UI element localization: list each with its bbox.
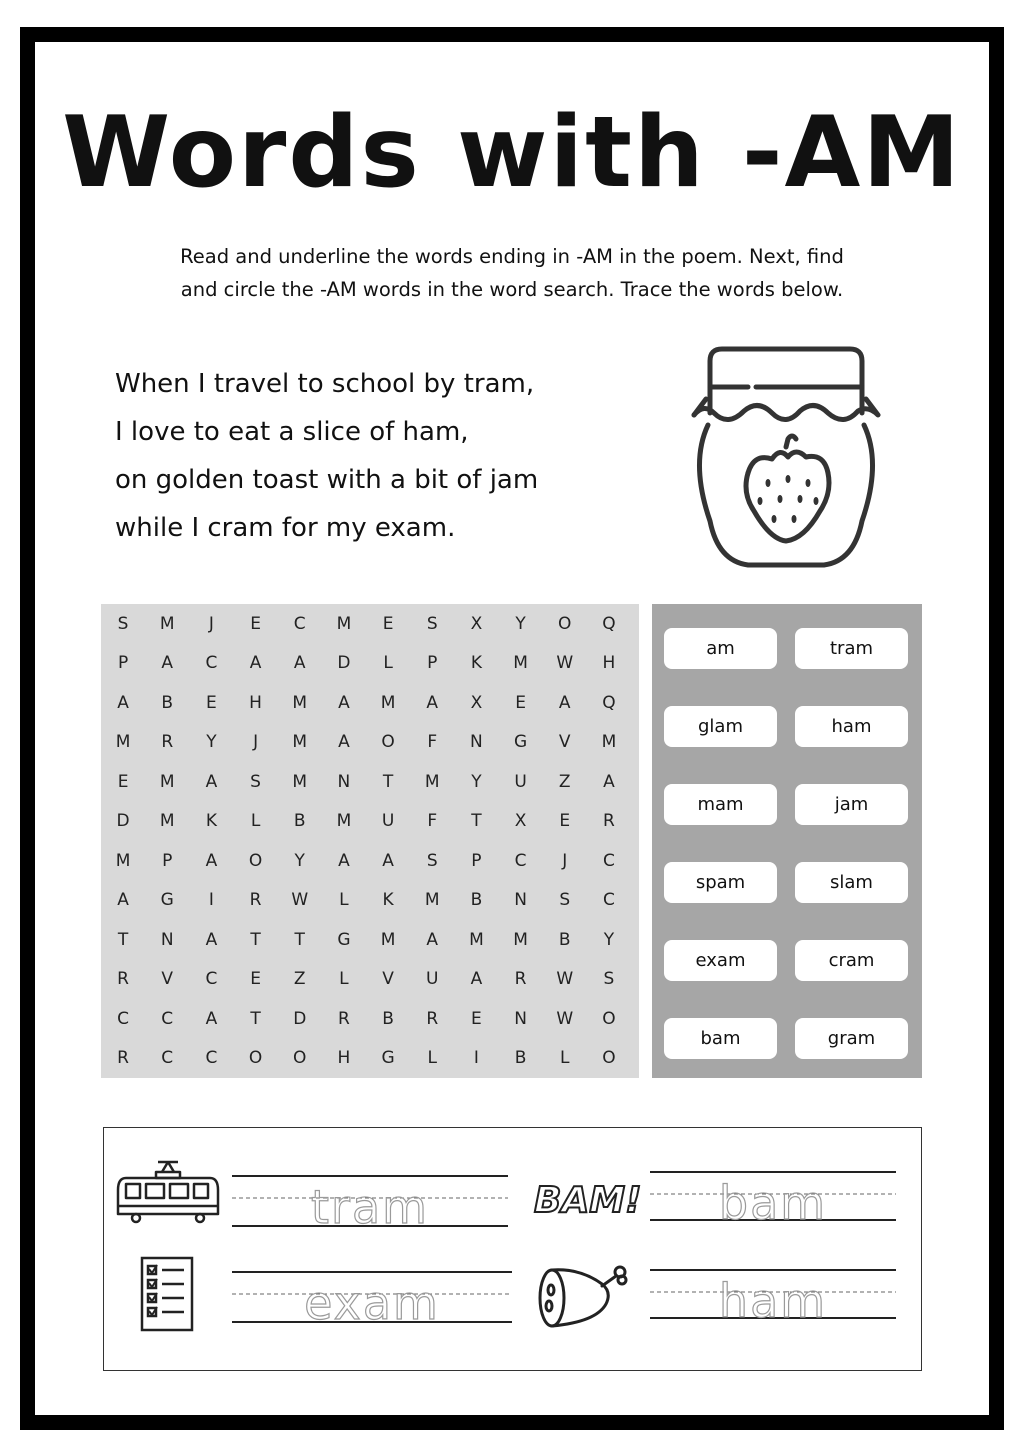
word-search-letter[interactable]: I <box>208 890 214 911</box>
word-search-letter[interactable]: X <box>514 811 527 832</box>
word-search-letter[interactable]: P <box>471 850 482 871</box>
word-bank <box>652 604 922 1078</box>
word-search-letter[interactable]: A <box>426 692 439 713</box>
word-search-letter[interactable]: O <box>602 1008 616 1029</box>
word-search-letter[interactable]: M <box>380 929 396 950</box>
word-search-letter[interactable]: Y <box>206 732 217 753</box>
poem-line: I love to eat a slice of ham, <box>115 417 469 447</box>
word-search-letter[interactable]: Z <box>293 969 306 990</box>
word-search-letter[interactable]: M <box>115 732 131 753</box>
bam-burst-icon <box>530 1174 642 1224</box>
word-search-letter[interactable]: M <box>380 692 396 713</box>
word-search-letter[interactable]: T <box>250 929 261 950</box>
tram-icon <box>116 1160 220 1226</box>
word-search-letter[interactable]: H <box>249 692 262 713</box>
word-search-letter[interactable]: B <box>293 811 306 832</box>
word-search-letter[interactable]: A <box>205 771 218 792</box>
jam-jar-icon <box>688 343 884 573</box>
word-search-letter[interactable]: C <box>161 1008 174 1029</box>
word-search-letter[interactable]: R <box>426 1008 439 1029</box>
word-search-letter[interactable]: O <box>248 850 263 871</box>
word-search-letter[interactable]: A <box>117 890 129 911</box>
word-search-letter[interactable]: N <box>514 890 527 911</box>
word-bank-chip: jam <box>795 784 908 825</box>
word-search-letter[interactable]: A <box>161 653 174 674</box>
instructions-line-1: Read and underline the words ending in -AM in the poem. Next, find <box>180 245 844 268</box>
word-search-letter[interactable]: H <box>602 653 616 674</box>
trace-word-bam: bam <box>718 1176 828 1230</box>
word-search-letter[interactable]: A <box>205 1008 218 1029</box>
word-search-letter[interactable]: A <box>205 929 218 950</box>
word-search-letter[interactable]: R <box>514 969 527 990</box>
word-search-letter[interactable]: W <box>556 653 574 674</box>
word-search-letter[interactable]: O <box>381 732 395 753</box>
word-search-letter[interactable]: V <box>161 969 174 990</box>
word-search-letter[interactable]: M <box>513 653 528 674</box>
word-search-letter[interactable]: T <box>471 811 482 832</box>
word-search-letter[interactable]: Y <box>294 850 305 871</box>
word-search-letter[interactable]: A <box>338 850 350 871</box>
word-search-letter[interactable]: D <box>293 1008 307 1029</box>
ham-icon <box>536 1264 630 1330</box>
word-search-letter[interactable]: E <box>471 1008 482 1029</box>
word-search-letter[interactable]: S <box>603 969 615 990</box>
word-search-letter[interactable]: B <box>514 1048 527 1069</box>
trace-word-tram: tram <box>311 1180 429 1234</box>
word-search-letter[interactable]: U <box>426 969 439 990</box>
word-search-letter[interactable]: X <box>470 692 483 713</box>
poem <box>115 362 538 554</box>
poem-line: When I travel to school by tram, <box>115 369 535 399</box>
word-search-letter[interactable]: U <box>514 771 527 792</box>
word-search-letter[interactable]: P <box>162 850 173 871</box>
word-bank-chip: cram <box>795 940 908 981</box>
poem-line: while I cram for my exam. <box>115 513 456 543</box>
word-search-letter[interactable]: A <box>558 692 571 713</box>
word-search-letter[interactable]: T <box>117 929 129 950</box>
trace-word-ham: ham <box>718 1274 828 1328</box>
word-search-letter[interactable]: C <box>205 653 218 674</box>
word-search-letter[interactable]: R <box>117 1048 129 1069</box>
word-search-letter[interactable]: C <box>161 1048 174 1069</box>
word-search-letter[interactable]: C <box>117 1008 130 1029</box>
word-search-letter[interactable]: E <box>382 613 394 634</box>
word-bank-chip: glam <box>664 706 777 747</box>
word-search-letter[interactable]: M <box>292 732 308 753</box>
word-search-letter[interactable]: M <box>115 850 131 871</box>
word-search-letter[interactable]: G <box>160 890 174 911</box>
word-search-letter[interactable]: G <box>337 929 351 950</box>
word-search-letter[interactable]: G <box>381 1048 395 1069</box>
word-search-letter[interactable]: T <box>294 929 305 950</box>
word-bank-chip: ham <box>795 706 908 747</box>
word-search-letter[interactable]: O <box>293 1048 307 1069</box>
word-search-letter[interactable]: K <box>382 890 394 911</box>
page-title: Words with -AM <box>62 96 962 210</box>
word-bank-chip: slam <box>795 862 908 903</box>
word-bank-chip: exam <box>664 940 777 981</box>
word-bank-chip: spam <box>664 862 777 903</box>
word-search-letter[interactable]: A <box>249 653 262 674</box>
word-search-letter[interactable]: M <box>159 613 175 634</box>
word-search-letter[interactable]: M <box>424 890 440 911</box>
tracing-section <box>103 1127 922 1371</box>
word-bank-chip: mam <box>664 784 777 825</box>
word-search-letter[interactable]: E <box>515 692 526 713</box>
word-search-letter[interactable]: W <box>556 969 574 990</box>
word-search-letter[interactable]: C <box>602 890 615 911</box>
word-search-letter[interactable]: M <box>469 929 484 950</box>
word-search-letter[interactable]: J <box>253 732 259 753</box>
word-search-letter[interactable]: Y <box>603 929 615 950</box>
word-search-letter[interactable]: W <box>291 890 309 911</box>
word-search-letter[interactable]: M <box>513 929 528 950</box>
word-search-letter[interactable]: R <box>117 969 129 990</box>
word-search-letter[interactable]: P <box>427 653 438 674</box>
word-search-letter[interactable]: L <box>339 969 349 990</box>
word-search-letter[interactable]: X <box>470 613 483 634</box>
word-search-letter[interactable]: C <box>514 850 527 871</box>
word-search-letter[interactable]: K <box>205 811 217 832</box>
word-search-letter[interactable]: N <box>160 929 174 950</box>
word-search-letter[interactable]: L <box>250 811 261 832</box>
word-search-letter[interactable]: R <box>249 890 262 911</box>
word-search-letter[interactable]: M <box>292 692 308 713</box>
word-search-letter[interactable]: L <box>560 1048 570 1069</box>
word-search-letter[interactable]: Y <box>471 771 482 792</box>
word-search-letter[interactable]: T <box>382 771 394 792</box>
word-search-letter[interactable]: D <box>337 653 351 674</box>
word-search-grid[interactable] <box>101 604 639 1078</box>
word-search-letter[interactable]: M <box>336 613 352 634</box>
word-search-letter[interactable]: M <box>601 732 617 753</box>
word-search-letter[interactable]: M <box>159 771 175 792</box>
word-search-letter[interactable]: B <box>382 1008 394 1029</box>
word-search-letter[interactable]: O <box>558 613 572 634</box>
word-search-letter[interactable]: H <box>337 1048 351 1069</box>
word-search-letter[interactable]: L <box>427 1048 437 1069</box>
word-search-letter[interactable]: S <box>426 613 438 634</box>
word-search-letter[interactable]: M <box>159 811 175 832</box>
word-search-letter[interactable]: I <box>473 1048 479 1069</box>
word-search-letter[interactable]: Z <box>558 771 571 792</box>
word-search-letter[interactable]: T <box>250 1008 261 1029</box>
word-search-letter[interactable]: B <box>558 929 571 950</box>
word-search-letter[interactable]: E <box>559 811 571 832</box>
word-search-letter[interactable]: A <box>338 692 350 713</box>
word-search-letter[interactable]: U <box>381 811 395 832</box>
word-search-letter[interactable]: N <box>470 732 483 753</box>
word-search-letter[interactable]: F <box>427 732 438 753</box>
word-search-letter[interactable]: N <box>337 771 351 792</box>
word-search-letter[interactable]: C <box>205 969 218 990</box>
word-search-letter[interactable]: C <box>205 1048 218 1069</box>
word-search-letter[interactable]: R <box>161 732 174 753</box>
word-search-letter[interactable]: A <box>293 653 306 674</box>
word-search-letter[interactable]: M <box>336 811 352 832</box>
word-bank-chip: tram <box>795 628 908 669</box>
word-search-letter[interactable]: P <box>117 653 129 674</box>
word-search-letter[interactable]: A <box>338 732 350 753</box>
word-search-letter[interactable]: N <box>514 1008 527 1029</box>
word-search-letter[interactable]: J <box>208 613 214 634</box>
word-search-letter[interactable]: Y <box>515 613 526 634</box>
word-search-letter[interactable]: R <box>603 811 615 832</box>
instructions-line-2: and circle the -AM words in the word search. Trace the words below. <box>180 278 844 301</box>
word-search-letter[interactable]: C <box>293 613 306 634</box>
word-search-letter[interactable]: S <box>117 613 129 634</box>
word-search-letter[interactable]: O <box>602 1048 616 1069</box>
word-search-letter[interactable]: F <box>427 811 438 832</box>
word-search-letter[interactable]: A <box>117 692 129 713</box>
word-search-letter[interactable]: R <box>338 1008 350 1029</box>
bam-logo-text: BAM! <box>534 1180 642 1221</box>
trace-word-exam: exam <box>304 1276 440 1330</box>
word-search-letter[interactable]: K <box>470 653 482 674</box>
word-search-letter[interactable]: S <box>426 850 438 871</box>
word-search-letter[interactable]: Q <box>602 692 616 713</box>
word-search-letter[interactable]: E <box>250 969 261 990</box>
word-search-letter[interactable]: L <box>383 653 393 674</box>
word-search-letter[interactable]: V <box>558 732 571 753</box>
word-search-letter[interactable]: G <box>513 732 528 753</box>
word-search-letter[interactable]: A <box>470 969 483 990</box>
word-search-letter[interactable]: Q <box>602 613 616 634</box>
instructions <box>100 240 924 306</box>
word-search-letter[interactable]: A <box>382 850 394 871</box>
word-search-letter[interactable]: B <box>470 890 483 911</box>
checklist-icon <box>140 1256 196 1334</box>
word-search-letter[interactable]: C <box>602 850 615 871</box>
word-search-letter[interactable]: J <box>562 850 568 871</box>
word-search-letter[interactable]: M <box>424 771 440 792</box>
word-search-letter[interactable]: A <box>205 850 218 871</box>
word-bank-chip: bam <box>664 1018 777 1059</box>
word-search-letter[interactable]: D <box>116 811 130 832</box>
word-bank-chip: am <box>664 628 777 669</box>
word-search-letter[interactable]: E <box>206 692 217 713</box>
word-bank-chip: gram <box>795 1018 908 1059</box>
word-search-letter[interactable]: B <box>161 692 174 713</box>
word-search-letter[interactable]: E <box>250 613 261 634</box>
word-search-letter[interactable]: A <box>603 771 615 792</box>
word-search-letter[interactable]: L <box>339 890 349 911</box>
word-search-letter[interactable]: S <box>559 890 571 911</box>
word-search-letter[interactable]: O <box>248 1048 263 1069</box>
poem-line: on golden toast with a bit of jam <box>115 465 539 495</box>
word-search-letter[interactable]: M <box>292 771 308 792</box>
word-search-letter[interactable]: S <box>250 771 261 792</box>
word-search-letter[interactable]: A <box>426 929 439 950</box>
word-search-letter[interactable]: V <box>382 969 394 990</box>
word-search-letter[interactable]: E <box>117 771 129 792</box>
word-search-letter[interactable]: W <box>556 1008 574 1029</box>
